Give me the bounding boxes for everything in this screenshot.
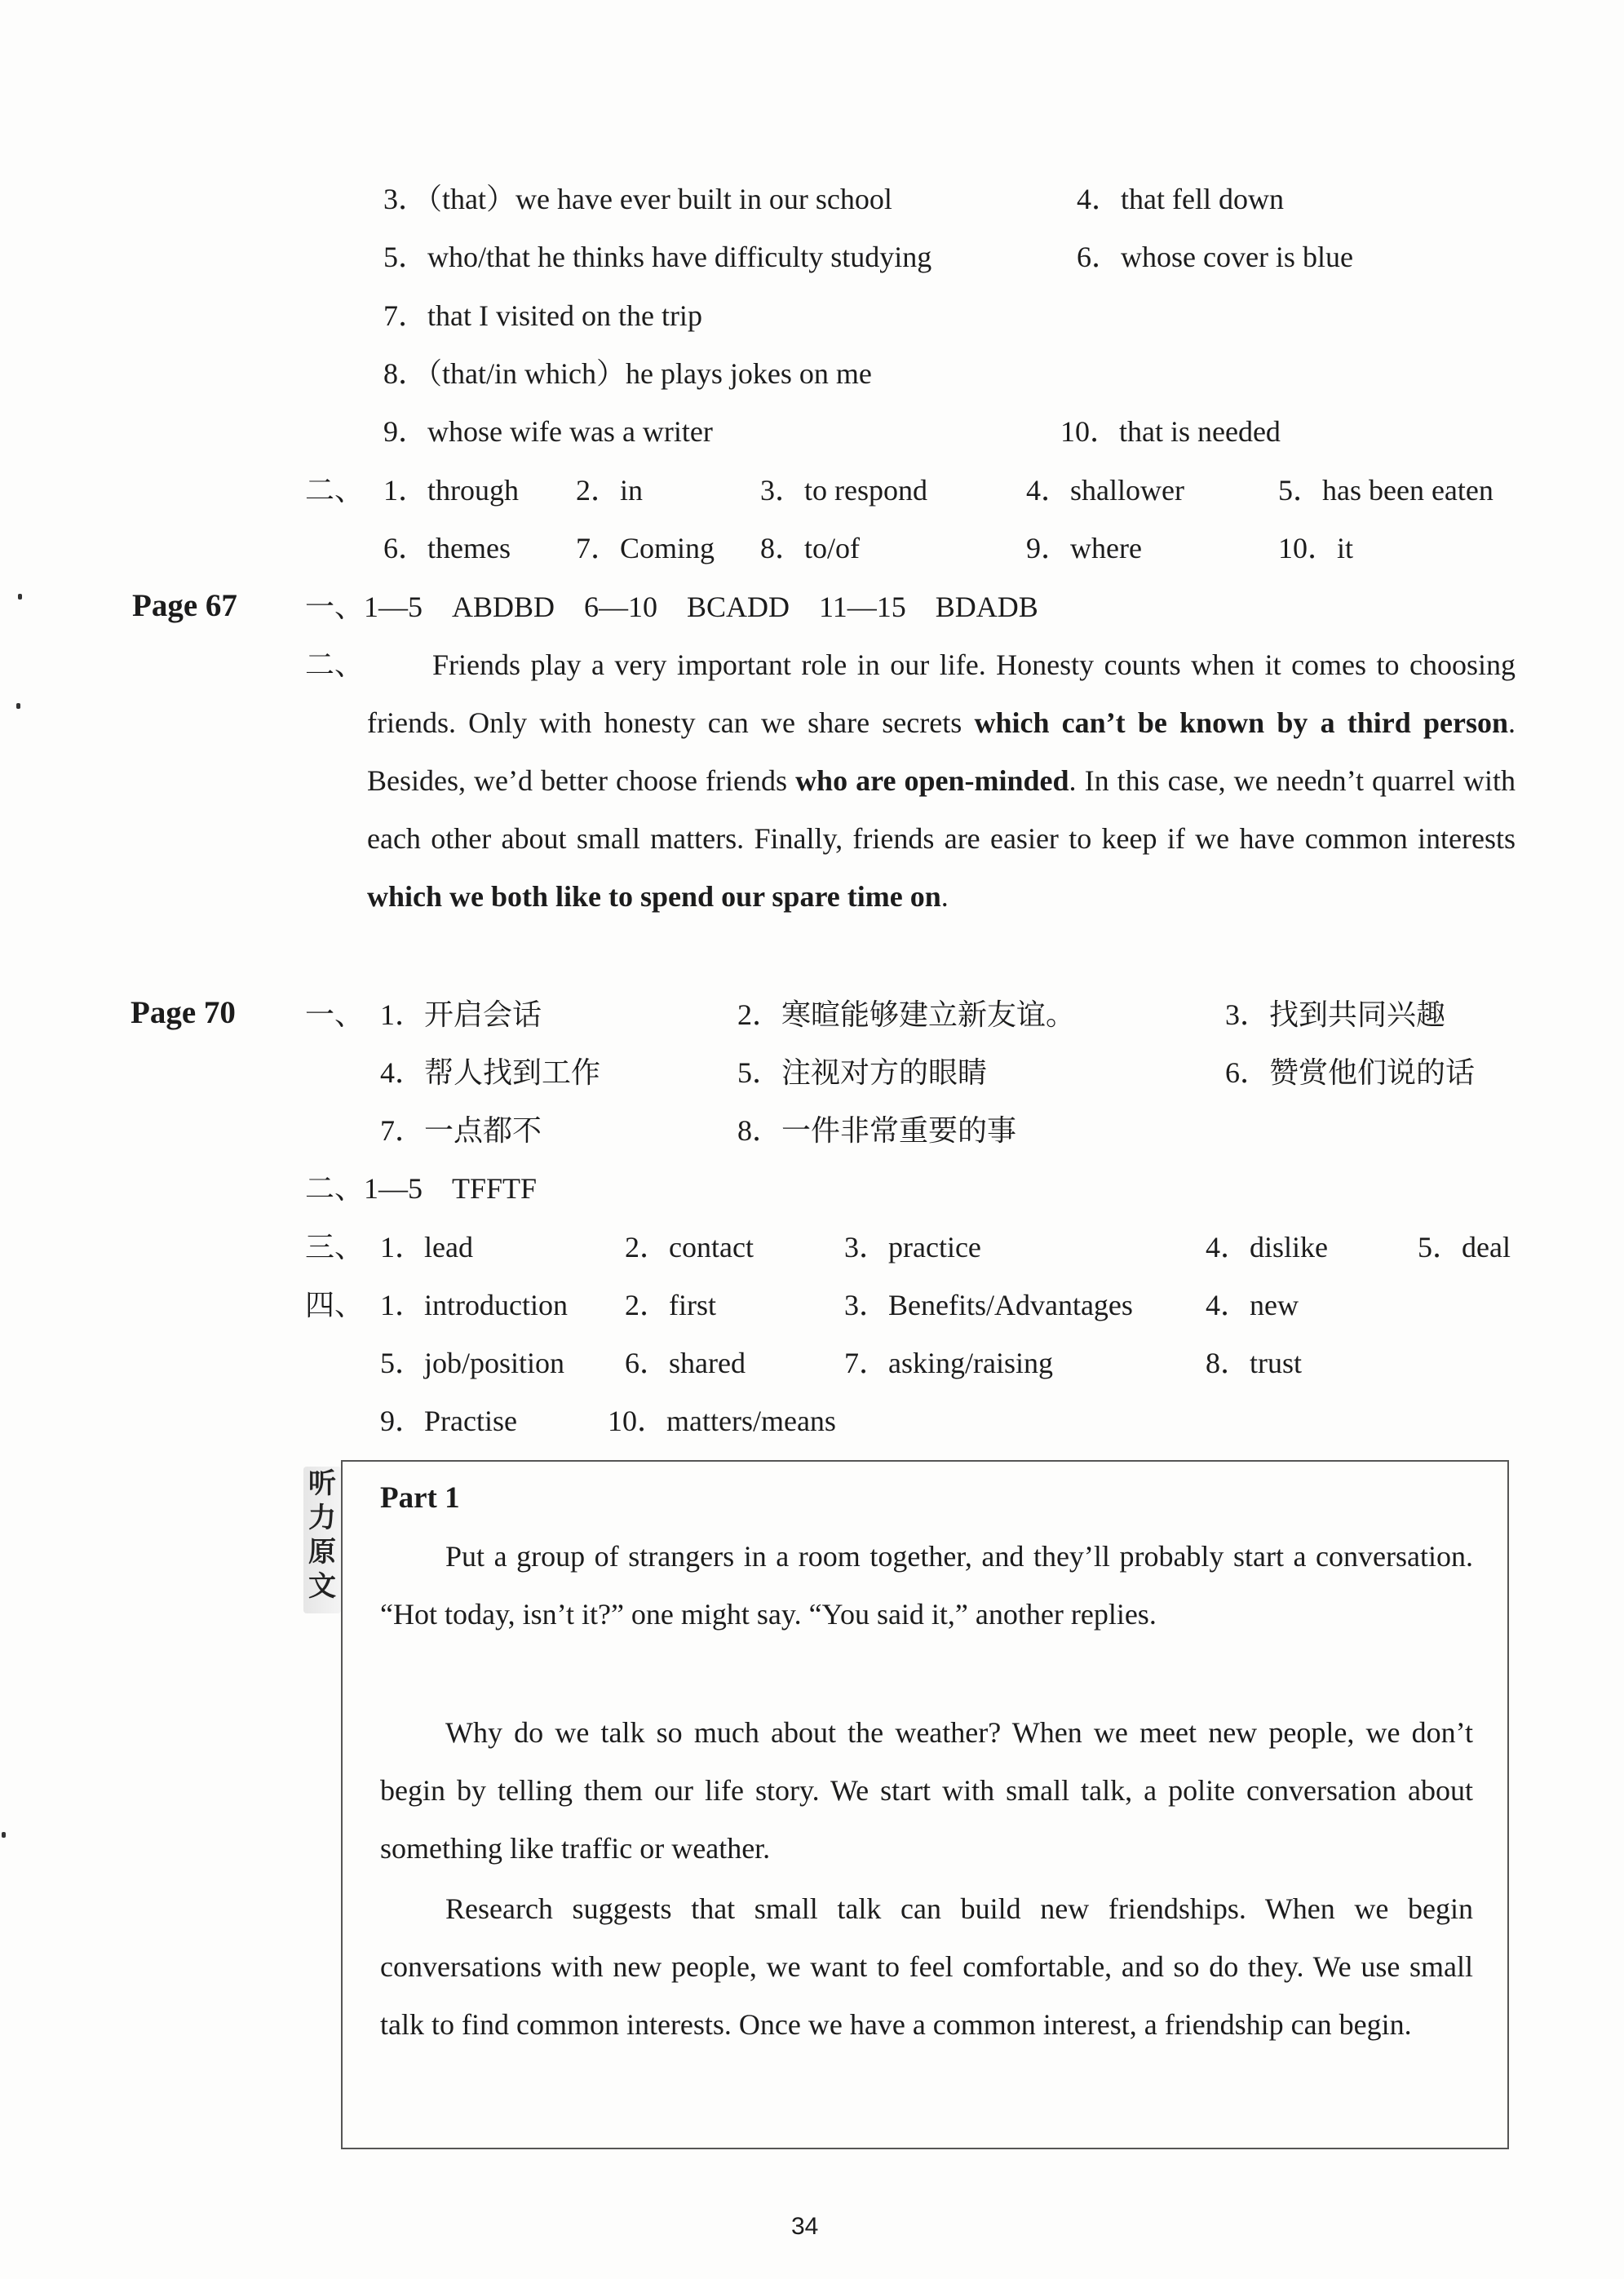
listening-paragraph: Why do we talk so much about the weather? When we meet new people, we don’t begin by telling them our life story. We start with small talk, a polite conversation about something like traffic or weather. <box>380 1716 1473 1865</box>
answer-item: 5．has been eaten <box>1278 474 1493 507</box>
answer-item: 9．where <box>1026 532 1142 564</box>
answer-item: 5．deal <box>1418 1231 1511 1263</box>
page-67-label: Page 67 <box>132 588 237 623</box>
answer-item: 2．first <box>625 1289 716 1321</box>
answer-item: 5．注视对方的眼睛 <box>737 1056 988 1089</box>
margin-speck <box>2 1832 6 1838</box>
answer-item: 10．it <box>1278 532 1354 564</box>
page-67-essay: Friends play a very important role in our life. Honesty counts when it comes to choosing friends. Only with honesty can we share secrets which can’t be known by a third person. Besides, we’d better choose friends who are open-minded. In this case, we needn’t quarrel with each other about small matters. Finally, friends are easier to keep if we have common interests which we both like to spend our spare time on. <box>367 648 1516 913</box>
listening-paragraph: Put a group of strangers in a room together, and they’ll probably start a conversation. “Hot today, isn’t it?” one might say. “You said it,” another replies. <box>380 1540 1473 1631</box>
answer-item: 8．一件非常重要的事 <box>737 1114 1017 1147</box>
answer-item: 1．开启会话 <box>380 998 542 1031</box>
section-marker: 二、 <box>305 648 365 681</box>
section-marker: 三、 <box>305 1231 365 1263</box>
bold-phrase: which we both like to spend our spare time on <box>367 880 941 913</box>
answer-4: 4．that fell down <box>1077 183 1284 215</box>
answer-item: 9．Practise <box>380 1405 517 1437</box>
answer-7: 7．that I visited on the trip <box>383 299 702 332</box>
margin-speck <box>18 594 22 600</box>
page-67-part1: 一、1—5 ABDBD 6—10 BCADD 11—15 BDADB <box>305 591 1038 623</box>
page-70-sec2: 二、1—5 TFFTF <box>305 1172 538 1205</box>
answer-item: 8．trust <box>1206 1347 1303 1379</box>
listening-paragraph: Research suggests that small talk can build new friendships. When we begin conversations with new people, we want to feel comfortable, and so do they. We use small talk to find common interests. Once we have a common interest, a friendship can begin. <box>380 1892 1473 2041</box>
answer-item: 3．找到共同兴趣 <box>1225 998 1446 1031</box>
listening-script-label: 听 力 原 文 <box>303 1467 341 1613</box>
answer-item: 8．to/of <box>760 532 860 564</box>
answer-item: 5．job/position <box>380 1347 565 1379</box>
answer-10: 10．that is needed <box>1060 415 1281 448</box>
section-marker: 四、 <box>305 1289 365 1321</box>
answer-item: 3．Benefits/Advantages <box>844 1289 1133 1321</box>
answer-8: 8．（that/in which）he plays jokes on me <box>383 357 872 390</box>
answer-item: 3．to respond <box>760 474 927 507</box>
answer-item: 2．寒暄能够建立新友谊。 <box>737 998 1076 1031</box>
answer-item: 4．dislike <box>1206 1231 1328 1263</box>
answer-item: 6．shared <box>625 1347 746 1379</box>
bold-phrase: who are open-minded <box>795 764 1069 797</box>
section-marker: 一、 <box>305 998 365 1031</box>
margin-speck <box>16 703 20 709</box>
page-number: 34 <box>791 2213 819 2240</box>
part-title: Part 1 <box>380 1481 460 1515</box>
answer-item: 7．一点都不 <box>380 1114 542 1147</box>
answer-6: 6．whose cover is blue <box>1077 241 1353 273</box>
answer-item: 7．asking/raising <box>844 1347 1053 1379</box>
answer-item: 2．in <box>576 474 644 507</box>
answer-item: 1．through <box>383 474 519 507</box>
answer-item: 6．themes <box>383 532 511 564</box>
answer-item: 3．practice <box>844 1231 981 1263</box>
section-marker: 二、 <box>305 474 365 507</box>
answer-9: 9．whose wife was a writer <box>383 415 713 448</box>
answer-item: 2．contact <box>625 1231 754 1263</box>
bold-phrase: which can’t be known by a third person <box>974 706 1509 739</box>
answer-item: 1．introduction <box>380 1289 568 1321</box>
answer-item: 10．matters/means <box>608 1405 836 1437</box>
answer-3: 3．（that）we have ever built in our school <box>383 183 892 215</box>
answer-item: 4．new <box>1206 1289 1299 1321</box>
answer-item: 4．shallower <box>1026 474 1184 507</box>
answer-item: 4．帮人找到工作 <box>380 1056 601 1089</box>
answer-item: 1．lead <box>380 1231 473 1263</box>
answer-item: 7．Coming <box>576 532 715 564</box>
answer-5: 5．who/that he thinks have difficulty studying <box>383 241 932 273</box>
answer-item: 6．赞赏他们说的话 <box>1225 1056 1476 1089</box>
page-70-label: Page 70 <box>131 995 236 1030</box>
